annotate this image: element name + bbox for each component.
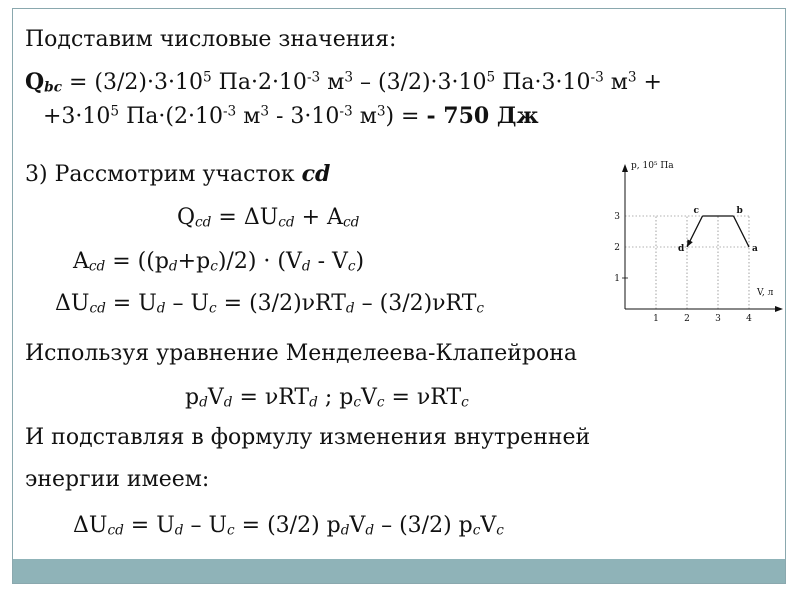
- footer-bar: [13, 559, 785, 583]
- section-cd-label: cd: [301, 161, 331, 187]
- ducd-equation: $\Delta U_{cd} = U_d - U_c = (3/2)\nu RT_d - (3/2)\nu RT_c$: [55, 291, 485, 317]
- intro-line: [25, 27, 396, 52]
- grid-lines: [625, 216, 749, 309]
- ducd-final-equation: $\Delta U_{cd} = U_d - U_c = (3/2)$ $p_dV_d - (3/2)$ $p_cV_c$: [73, 513, 504, 539]
- y-tick-label: 1: [614, 274, 620, 284]
- point-label-c: c: [693, 206, 699, 216]
- substitution-line1: И подставляя в формулу изменения внутренней: [25, 425, 591, 450]
- acd-equation: $A_{cd} = ((p_d+p_c)/2) \cdot (V_d - V_c)$: [73, 249, 365, 275]
- qbc-result: - 750 Дж: [426, 103, 539, 129]
- qbc-symbol: Q: [25, 69, 45, 95]
- mendeleev-line: Используя уравнение Менделеева-Клапейрона: [25, 341, 578, 366]
- axis-ticks: [614, 212, 752, 324]
- x-tick-label: 1: [653, 314, 659, 324]
- substitution-line2: энергии имеем:: [25, 467, 210, 492]
- x-axis-label: V, л: [757, 288, 774, 298]
- ideal-gas-equations: $p_dV_d = \nu RT_d$ ; $p_cV_c = \nu RT_c$: [185, 385, 469, 411]
- x-tick-label: 3: [715, 314, 721, 324]
- qbc-equation-line1: $Q_{bc} = (3/2)\cdot 3\cdot 10^5$ $Па\cdot 2\cdot 10^{-3}$ $м^3 - (3/2)\cdot 3\cdot 10^5$ $Па\cdot 3\cdot 10^{-3}$ $м^3$ +: [25, 69, 662, 96]
- slide: [12, 8, 786, 584]
- point-label-d: d: [678, 244, 685, 254]
- point-label-b: b: [736, 206, 743, 216]
- section-cd-heading: 3) Рассмотрим участок cd: [25, 161, 331, 187]
- y-tick-label: 3: [614, 212, 620, 222]
- x-axis-arrow: [775, 306, 783, 312]
- intro-text: Подставим числовые значения:: [25, 27, 397, 52]
- qbc-equation-line2: $+3\cdot 10^5$ $Па\cdot(2\cdot 10^{-3}$ $м^3 - 3\cdot 10^{-3}$ $м^3$) = - 750 Дж: [43, 103, 539, 129]
- process-segment: [734, 216, 750, 247]
- qcd-equation: $Q_{cd} = \Delta U_{cd} + A_{cd}$: [177, 205, 360, 231]
- point-label-a: a: [752, 244, 758, 254]
- y-axis-label: p, 10⁵ Па: [631, 161, 674, 171]
- x-tick-label: 4: [746, 314, 752, 324]
- pv-graph: [597, 159, 787, 329]
- y-tick-label: 2: [614, 243, 620, 253]
- y-axis-arrow: [622, 164, 628, 172]
- x-tick-label: 2: [684, 314, 690, 324]
- state-points: [678, 206, 758, 254]
